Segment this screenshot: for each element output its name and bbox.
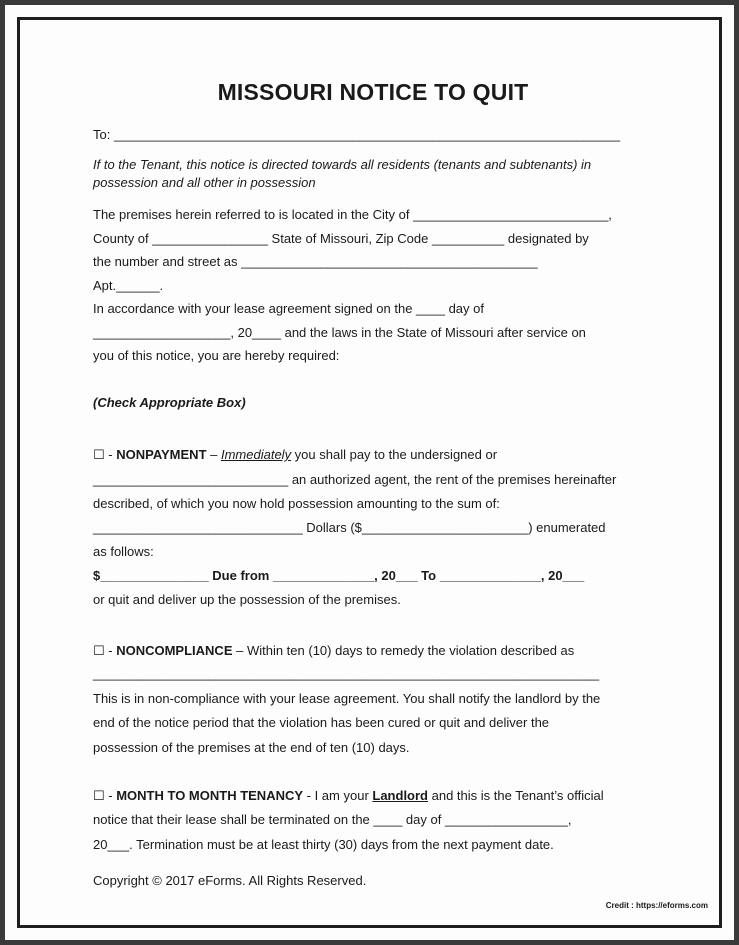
noncompliance-label: NONCOMPLIANCE — [116, 643, 233, 658]
landlord-text: Landlord — [372, 788, 428, 803]
premises-line-1: The premises herein referred to is located in the City of ___________________________, — [93, 207, 612, 222]
noncompliance-line-2: ______________________________________________________________________ — [93, 666, 600, 681]
premises-line-3: the number and street as _________________________________________ — [93, 254, 538, 269]
nonpayment-line-4: _____________________________ Dollars ($_______________________) enumerated — [93, 520, 606, 535]
nonpayment-line-7: or quit and deliver up the possession of the premises. — [93, 592, 401, 607]
month-to-month-rest: and this is the Tenant’s official — [428, 788, 604, 803]
checkbox-icon[interactable]: ☐ - — [93, 447, 117, 462]
noncompliance-line-4: end of the notice period that the violation has been cured or quit and deliver the — [93, 715, 550, 730]
nonpayment-line-6: $_______________ Due from ______________, 20___ To ______________, 20___ — [93, 568, 585, 583]
copyright: Copyright © 2017 eForms. All Rights Reserved. — [93, 873, 367, 888]
checkbox-icon[interactable]: ☐ - — [93, 788, 117, 803]
document-title: MISSOURI NOTICE TO QUIT — [217, 79, 529, 105]
credit-text: Credit : https://eforms.com — [605, 901, 708, 910]
checkbox-icon[interactable]: ☐ - — [93, 643, 117, 658]
month-to-month-line-2: notice that their lease shall be terminated on the ____ day of _________________, — [93, 812, 572, 827]
month-to-month-mid: - I am your — [303, 788, 373, 803]
premises-line-2: County of ________________ State of Missouri, Zip Code __________ designated by — [93, 231, 589, 246]
premises-line-5: In accordance with your lease agreement signed on the ____ day of — [93, 301, 484, 316]
to-field: To: ______________________________________________________________________ — [93, 127, 621, 142]
nonpayment-line-5: as follows: — [93, 544, 154, 559]
month-to-month-line-1 — [93, 788, 604, 804]
document-frame — [5, 5, 734, 940]
premises-line-7: you of this notice, you are hereby required: — [93, 348, 340, 363]
noncompliance-line-5: possession of the premises at the end of ten (10) days. — [93, 740, 410, 755]
premises-line-6: ___________________, 20____ and the laws in the State of Missouri after service on — [93, 325, 586, 340]
premises-line-4: Apt.______. — [93, 278, 164, 293]
noncompliance-line-1 — [93, 643, 574, 659]
noncompliance-rest: – Within ten (10) days to remedy the violation described as — [232, 643, 575, 658]
nonpayment-line-1 — [93, 447, 497, 463]
nonpayment-label: NONPAYMENT — [116, 447, 207, 462]
noncompliance-line-3: This is in non-compliance with your lease agreement. You shall notify the landlord by the — [93, 691, 601, 706]
nonpayment-rest: you shall pay to the undersigned or — [291, 447, 498, 462]
intro-italic-line-1: If to the Tenant, this notice is directed towards all residents (tenants and subtenants) in — [93, 157, 592, 172]
intro-italic-line-2: possession and all other in possession — [93, 175, 316, 190]
immediately-text: Immediately — [220, 447, 292, 462]
month-to-month-line-3: 20___. Termination must be at least thirty (30) days from the next payment date. — [93, 837, 554, 852]
nonpayment-line-3: described, of which you now hold possession amounting to the sum of: — [93, 496, 500, 511]
check-box-heading: (Check Appropriate Box) — [93, 395, 246, 410]
nonpayment-line-2: ___________________________ an authorized agent, the rent of the premises hereinafter — [93, 472, 617, 487]
dash: – — [206, 447, 221, 462]
month-to-month-label: MONTH TO MONTH TENANCY — [116, 788, 304, 803]
